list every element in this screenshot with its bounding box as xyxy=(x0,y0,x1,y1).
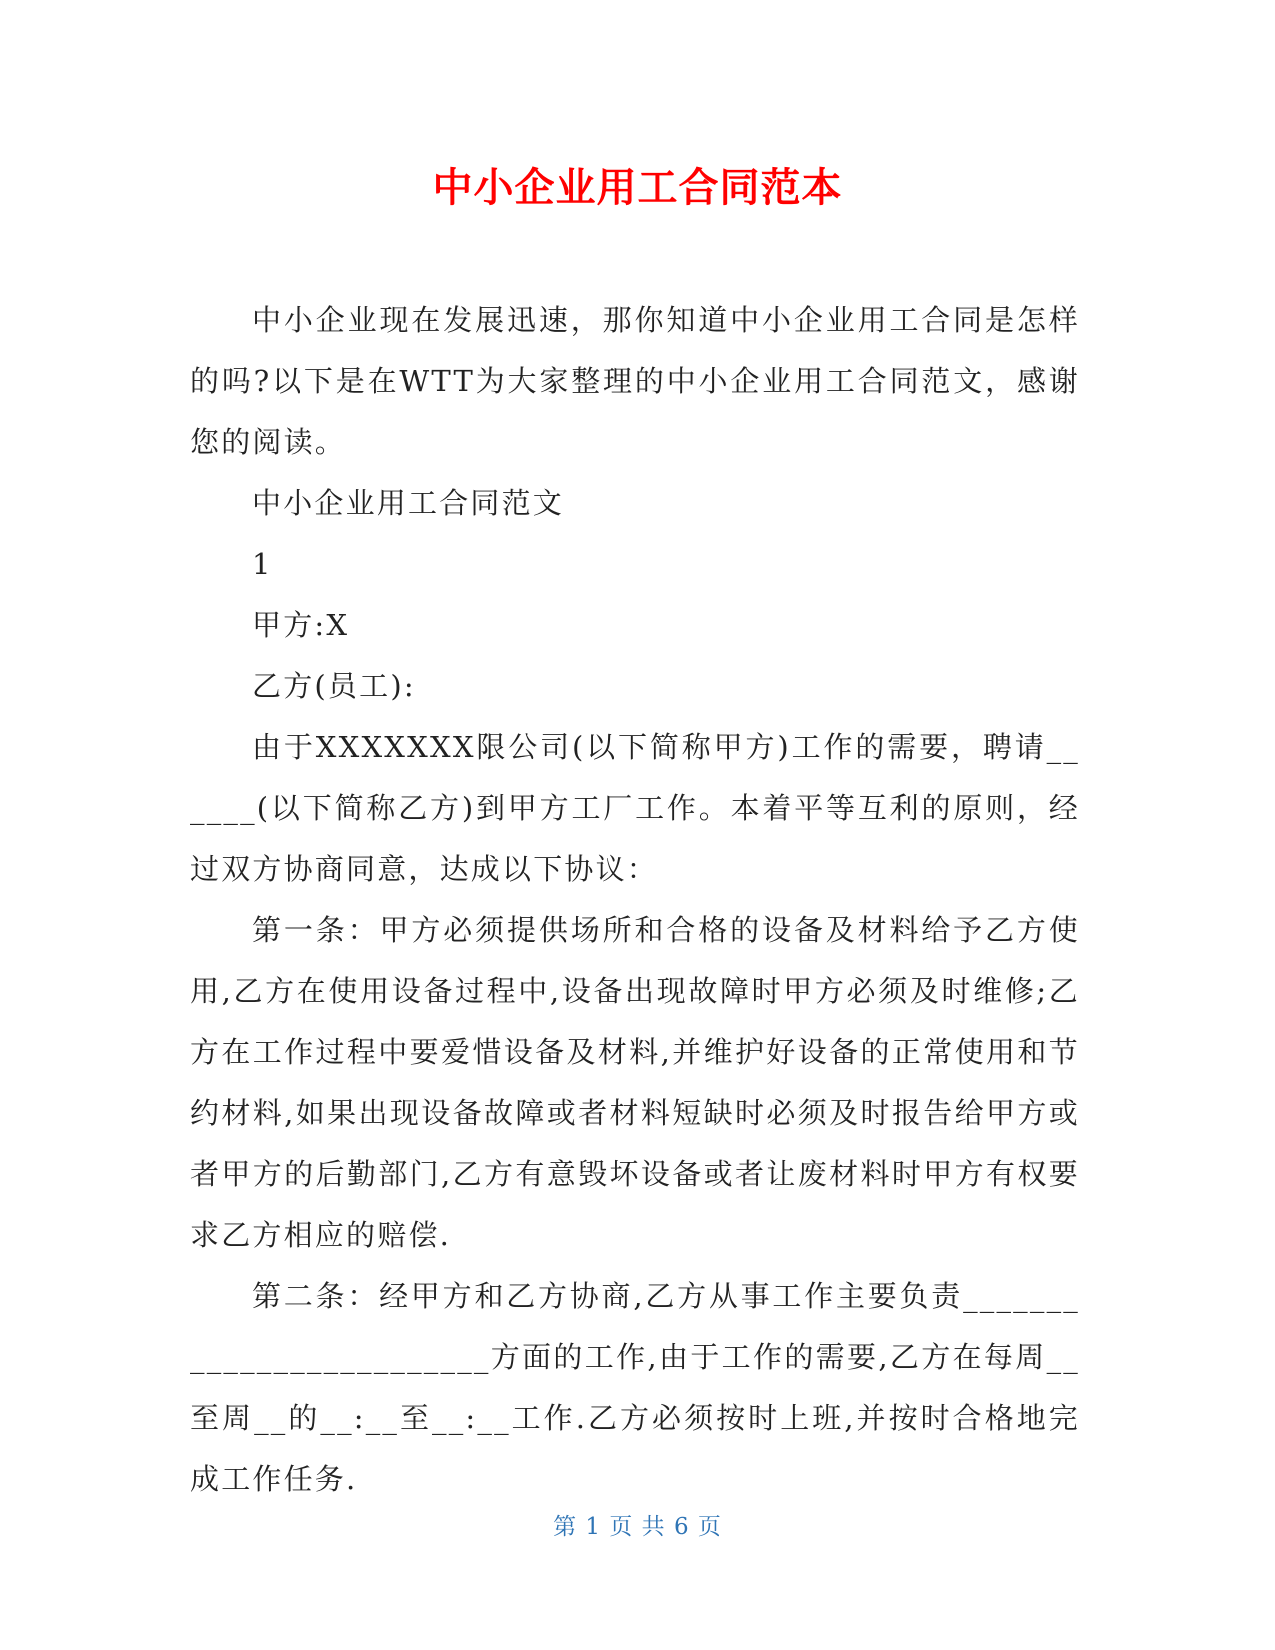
page-number-label: 第 1 页 共 6 页 xyxy=(553,1514,722,1540)
paragraph-article-1: 第一条：甲方必须提供场所和合格的设备及材料给予乙方使用,乙方在使用设备过程中,设备出现故障时甲方必须及时维修;乙方在工作过程中要爱惜设备及材料,并维护好设备的正常使用和节约材料,如果出现设备故障或者材料短缺时必须及时报告给甲方或者甲方的后勤部门,乙方有意毁坏设备或者让废材料时甲方有权要求乙方相应的赔偿. xyxy=(190,913,1080,1252)
paragraph-article-2: 第二条：经甲方和乙方协商,乙方从事工作主要负责_________________________方面的工作,由于工作的需要,乙方在每周__至周__的__:__至__:__工作.乙方必须按时上班,并按时合格地完成工作任务. xyxy=(190,1279,1080,1496)
paragraph-party-b: 乙方(员工): xyxy=(252,669,416,703)
document-title: 中小企业用工合同范本 xyxy=(432,165,843,211)
paragraph-number: 1 xyxy=(252,547,273,581)
paragraph-intro: 中小企业现在发展迅速，那你知道中小企业用工合同是怎样的吗?以下是在WTT为大家整理的中小企业用工合同范文，感谢您的阅读。 xyxy=(190,303,1080,459)
paragraph-subtitle: 中小企业用工合同范文 xyxy=(252,486,565,520)
paragraph-party-a: 甲方:X xyxy=(252,608,350,642)
page-footer xyxy=(0,1512,1275,1542)
paragraph-preamble: 由于XXXXXXX限公司(以下简称甲方)工作的需要，聘请______(以下简称乙方)到甲方工厂工作。本着平等互利的原则，经过双方协商同意，达成以下协议： xyxy=(190,730,1080,886)
document-body xyxy=(190,290,1080,1510)
